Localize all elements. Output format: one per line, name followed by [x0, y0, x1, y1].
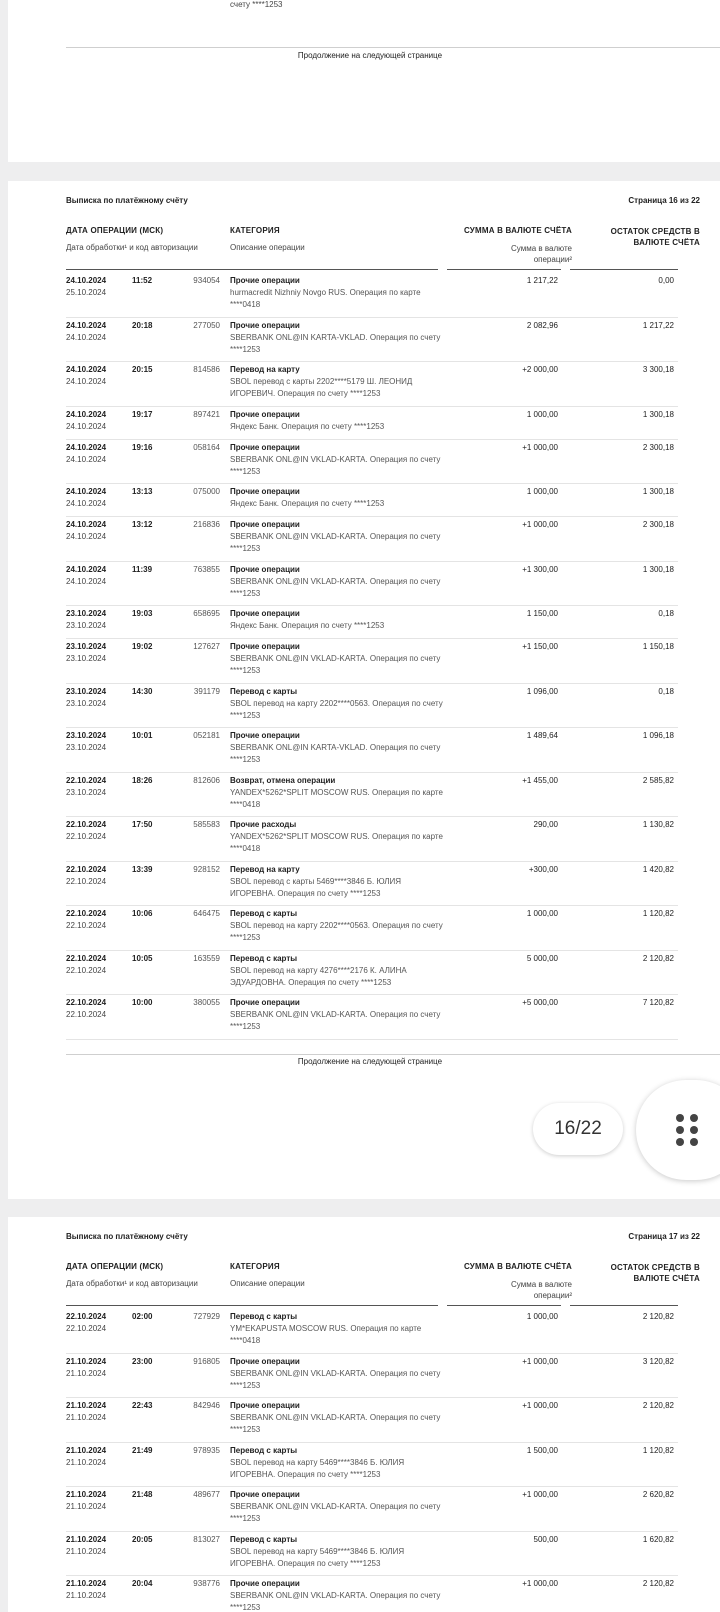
processing-date: 22.10.2024	[66, 921, 107, 930]
description: SBOL перевод на карту 2202****0563. Операция по счету ****1253	[230, 698, 443, 720]
processing-date: 24.10.2024	[66, 499, 107, 508]
auth-code: 489677	[193, 1490, 220, 1499]
balance: 1 620,82	[642, 1534, 674, 1544]
category: Прочие операции	[230, 998, 300, 1007]
operation-time: 20:04	[132, 1579, 153, 1588]
transactions-table	[8, 1309, 720, 1612]
description: SBERBANK ONL@IN VKLAD-KARTA. Операция по счету ****1253	[230, 454, 441, 476]
header-rule	[447, 1305, 561, 1306]
operation-time: 10:00	[132, 998, 153, 1007]
processing-date: 21.10.2024	[66, 1413, 107, 1422]
category: Прочие расходы	[230, 820, 297, 829]
category: Прочие операции	[230, 487, 300, 496]
balance: 2 120,82	[642, 1312, 674, 1321]
auth-code: 658695	[193, 609, 220, 618]
category: Прочие операции	[230, 276, 300, 285]
amount: 1 000,00	[526, 487, 558, 496]
description: SBERBANK ONL@IN KARTA-VKLAD. Операция по счету ****1253	[230, 332, 441, 354]
operation-time: 19:03	[132, 609, 153, 618]
operation-time: 20:05	[132, 1534, 153, 1544]
auth-code: 380055	[193, 998, 220, 1007]
doc-title: Выписка по платёжному счёту	[66, 196, 188, 205]
auth-code: 277050	[193, 320, 220, 330]
processing-date: 22.10.2024	[66, 1324, 107, 1333]
table-row	[66, 639, 678, 684]
amount: 500,00	[533, 1534, 558, 1544]
table-row	[66, 440, 678, 485]
auth-code: 058164	[193, 442, 220, 452]
table-row	[66, 1487, 678, 1532]
balance: 2 585,82	[642, 775, 674, 785]
operation-date: 24.10.2024	[66, 442, 107, 452]
table-row	[66, 995, 678, 1040]
row-description-fragment: счету ****1253	[230, 0, 283, 9]
amount: +5 000,00	[522, 998, 558, 1007]
description: YANDEX*5262*SPLIT MOSCOW RUS. Операция по карте ****0418	[230, 832, 443, 853]
amount: +1 150,00	[522, 642, 558, 651]
amount: 2 082,96	[526, 320, 558, 330]
description: Яндекс Банк. Операция по счету ****1253	[230, 499, 385, 508]
description: SBERBANK ONL@IN VKLAD-KARTA. Операция по счету ****1253	[230, 1502, 441, 1523]
auth-code: 163559	[193, 953, 220, 963]
operation-date: 21.10.2024	[66, 1534, 107, 1544]
balance: 1 300,18	[642, 564, 674, 574]
category: Прочие операции	[230, 442, 300, 452]
table-row	[66, 318, 678, 363]
processing-date: 24.10.2024	[66, 576, 107, 586]
balance: 7 120,82	[642, 998, 674, 1007]
divider	[66, 1054, 720, 1055]
description: SBERBANK ONL@IN VKLAD-KARTA. Операция по счету ****1253	[230, 1413, 441, 1434]
balance: 1 096,18	[642, 731, 674, 740]
table-row	[66, 606, 678, 639]
category: Перевод с карты	[230, 686, 298, 696]
operation-date: 23.10.2024	[66, 731, 107, 740]
auth-code: 052181	[193, 731, 220, 740]
operation-date: 22.10.2024	[66, 775, 107, 785]
header-rule	[66, 1305, 438, 1306]
header-rule	[447, 269, 561, 270]
operation-time: 20:15	[132, 365, 153, 374]
processing-date: 21.10.2024	[66, 1591, 107, 1600]
col-category-header: КАТЕГОРИЯ	[230, 1262, 280, 1271]
processing-date: 24.10.2024	[66, 421, 107, 431]
table-row	[66, 362, 678, 407]
table-row	[66, 862, 678, 907]
processing-date: 23.10.2024	[66, 621, 107, 630]
processing-date: 21.10.2024	[66, 1368, 107, 1378]
processing-date: 24.10.2024	[66, 377, 107, 386]
balance: 1 300,18	[642, 409, 674, 419]
amount: +1 300,00	[522, 564, 558, 574]
table-row	[66, 1443, 678, 1488]
operation-date: 21.10.2024	[66, 1490, 107, 1499]
table-row	[66, 951, 678, 996]
description: SBERBANK ONL@IN VKLAD-KARTA. Операция по счету ****1253	[230, 576, 441, 598]
category: Перевод с карты	[230, 1312, 298, 1321]
category: Прочие операции	[230, 1579, 300, 1588]
operation-time: 11:39	[132, 564, 153, 574]
col-date-header: ДАТА ОПЕРАЦИИ (МСК)	[66, 226, 164, 235]
processing-date: 24.10.2024	[66, 332, 107, 342]
grid-dots-icon	[676, 1114, 702, 1144]
table-row	[66, 1532, 678, 1577]
auth-code: 897421	[193, 409, 220, 419]
balance: 3 300,18	[642, 365, 674, 374]
col-date-subheader: Дата обработки¹ и код авторизации	[66, 1279, 198, 1288]
operation-date: 22.10.2024	[66, 998, 107, 1007]
category: Прочие операции	[230, 609, 300, 618]
description: SBERBANK ONL@IN VKLAD-KARTA. Операция по счету ****1253	[230, 1591, 441, 1612]
auth-code: 727929	[193, 1312, 220, 1321]
header-rule	[570, 269, 678, 270]
category: Прочие операции	[230, 520, 300, 529]
processing-date: 22.10.2024	[66, 965, 107, 975]
col-balance-header: ОСТАТОК СРЕДСТВ В ВАЛЮТЕ СЧЁТА	[610, 1263, 700, 1283]
operation-time: 10:01	[132, 731, 153, 740]
description: SBERBANK ONL@IN VKLAD-KARTA. Операция по счету ****1253	[230, 532, 441, 553]
table-row	[66, 1398, 678, 1443]
category: Прочие операции	[230, 1490, 300, 1499]
amount: 1 150,00	[526, 609, 558, 618]
operation-time: 13:12	[132, 520, 153, 529]
operation-time: 13:39	[132, 864, 153, 874]
operation-time: 02:00	[132, 1312, 153, 1321]
category: Перевод с карты	[230, 953, 298, 963]
category: Прочие операции	[230, 1401, 300, 1410]
auth-code: 812606	[193, 775, 220, 785]
table-row	[66, 1576, 678, 1612]
operation-date: 23.10.2024	[66, 686, 107, 696]
auth-code: 916805	[193, 1356, 220, 1366]
header-rule	[570, 1305, 678, 1306]
operation-date: 24.10.2024	[66, 320, 107, 330]
processing-date: 22.10.2024	[66, 876, 107, 886]
transactions-table	[8, 273, 720, 1040]
balance: 2 300,18	[642, 442, 674, 452]
auth-code: 216836	[193, 520, 220, 529]
statement-page-15-fragment	[8, 0, 720, 162]
statement-page-16	[8, 181, 720, 1199]
col-sum-header: СУММА В ВАЛЮТЕ СЧЁТА	[463, 226, 572, 235]
col-sum-subheader: Сумма в валюте операции²	[511, 244, 572, 264]
amount: 1 500,00	[526, 1445, 558, 1455]
table-row	[66, 728, 678, 773]
auth-code: 075000	[193, 487, 220, 496]
processing-date: 22.10.2024	[66, 1010, 107, 1019]
col-date-subheader: Дата обработки¹ и код авторизации	[66, 243, 198, 252]
continue-note: Продолжение на следующей странице	[297, 51, 443, 60]
operation-date: 22.10.2024	[66, 1312, 107, 1321]
amount: +300,00	[528, 864, 558, 874]
description: Яндекс Банк. Операция по счету ****1253	[230, 621, 385, 630]
balance: 3 120,82	[642, 1356, 674, 1366]
description: SBOL перевод на карту 4276****2176 К. АЛИНА ЭДУАРДОВНА. Операция по счету ****1253	[230, 965, 407, 987]
processing-date: 24.10.2024	[66, 454, 107, 464]
operation-date: 21.10.2024	[66, 1445, 107, 1455]
auth-code: 928152	[193, 864, 220, 874]
amount: 1 000,00	[526, 909, 558, 918]
operation-date: 22.10.2024	[66, 864, 107, 874]
operation-date: 22.10.2024	[66, 909, 107, 918]
table-row	[66, 1309, 678, 1354]
col-category-header: КАТЕГОРИЯ	[230, 226, 280, 235]
table-row	[66, 517, 678, 562]
operation-date: 21.10.2024	[66, 1401, 107, 1410]
amount: +1 455,00	[522, 775, 558, 785]
balance: 2 120,82	[642, 1579, 674, 1588]
balance: 2 120,82	[642, 1401, 674, 1410]
description: hurmacredit Nizhniy Novgo RUS. Операция по карте ****0418	[230, 288, 421, 309]
table-row	[66, 773, 678, 818]
balance: 0,18	[658, 686, 674, 696]
amount: +2 000,00	[522, 365, 558, 374]
operation-date: 24.10.2024	[66, 365, 107, 374]
amount: +1 000,00	[522, 1490, 558, 1499]
col-category-subheader: Описание операции	[230, 243, 305, 252]
operation-time: 20:18	[132, 320, 153, 330]
table-row	[66, 906, 678, 951]
header-rule	[66, 269, 438, 270]
description: SBOL перевод на карту 5469****3846 Б. ЮЛИЯ ИГОРЕВНА. Операция по счету ****1253	[230, 1546, 405, 1568]
description: SBOL перевод с карты 5469****3846 Б. ЮЛИЯ ИГОРЕВНА. Операция по счету ****1253	[230, 876, 401, 898]
amount: 1 096,00	[526, 686, 558, 696]
auth-code: 391179	[193, 686, 220, 696]
operation-date: 24.10.2024	[66, 409, 107, 419]
operation-time: 21:49	[132, 1445, 153, 1455]
processing-date: 23.10.2024	[66, 787, 107, 797]
description: SBOL перевод на карту 5469****3846 Б. ЮЛИЯ ИГОРЕВНА. Операция по счету ****1253	[230, 1457, 405, 1479]
table-row	[66, 407, 678, 440]
auth-code: 127627	[193, 642, 220, 651]
balance: 0,18	[658, 609, 674, 618]
page-number: Страница 16 из 22	[628, 196, 700, 205]
balance: 0,00	[658, 276, 674, 285]
operation-date: 22.10.2024	[66, 953, 107, 963]
auth-code: 646475	[193, 909, 220, 918]
col-balance-header: ОСТАТОК СРЕДСТВ В ВАЛЮТЕ СЧЁТА	[610, 227, 700, 247]
category: Прочие операции	[230, 642, 300, 651]
amount: 1 000,00	[526, 409, 558, 419]
operation-date: 24.10.2024	[66, 276, 107, 285]
description: YM*EKAPUSTA MOSCOW RUS. Операция по карте ****0418	[230, 1324, 422, 1345]
page-indicator[interactable]: 16/22	[533, 1103, 623, 1155]
category: Перевод на карту	[230, 365, 300, 374]
auth-code: 938776	[193, 1579, 220, 1588]
processing-date: 21.10.2024	[66, 1457, 107, 1467]
col-date-header: ДАТА ОПЕРАЦИИ (МСК)	[66, 1262, 164, 1271]
amount: +1 000,00	[522, 442, 558, 452]
operation-date: 24.10.2024	[66, 520, 107, 529]
category: Прочие операции	[230, 1356, 300, 1366]
operation-time: 23:00	[132, 1356, 153, 1366]
amount: 290,00	[533, 820, 558, 829]
operation-time: 18:26	[132, 775, 153, 785]
page-number: Страница 17 из 22	[628, 1232, 700, 1241]
auth-code: 842946	[193, 1401, 220, 1410]
operation-date: 23.10.2024	[66, 609, 107, 618]
doc-title: Выписка по платёжному счёту	[66, 1232, 188, 1241]
balance: 2 120,82	[642, 953, 674, 963]
processing-date: 25.10.2024	[66, 288, 107, 297]
table-row	[66, 484, 678, 517]
category: Перевод с карты	[230, 1534, 298, 1544]
processing-date: 23.10.2024	[66, 743, 107, 752]
category: Перевод с карты	[230, 909, 298, 918]
operation-time: 11:52	[132, 276, 153, 285]
balance: 2 620,82	[642, 1490, 674, 1499]
auth-code: 763855	[193, 564, 220, 574]
amount: 1 000,00	[526, 1312, 558, 1321]
operation-time: 17:50	[132, 820, 153, 829]
processing-date: 23.10.2024	[66, 698, 107, 708]
description: SBERBANK ONL@IN VKLAD-KARTA. Операция по счету ****1253	[230, 1368, 441, 1390]
continue-note: Продолжение на следующей странице	[297, 1057, 443, 1066]
category: Прочие операции	[230, 409, 300, 419]
balance: 1 217,22	[642, 320, 674, 330]
processing-date: 23.10.2024	[66, 654, 107, 663]
category: Возврат, отмена операции	[230, 775, 336, 785]
amount: 1 217,22	[526, 276, 558, 285]
col-sum-header: СУММА В ВАЛЮТЕ СЧЁТА	[463, 1262, 572, 1271]
divider	[66, 47, 720, 48]
balance: 1 300,18	[642, 487, 674, 496]
operation-date: 24.10.2024	[66, 487, 107, 496]
amount: +1 000,00	[522, 1579, 558, 1588]
operation-time: 19:17	[132, 409, 153, 419]
description: SBERBANK ONL@IN VKLAD-KARTA. Операция по счету ****1253	[230, 654, 441, 675]
balance: 1 120,82	[642, 909, 674, 918]
amount: +1 000,00	[522, 1401, 558, 1410]
operation-time: 22:43	[132, 1401, 153, 1410]
description: SBOL перевод с карты 2202****5179 Ш. ЛЕОНИД ИГОРЕВИЧ. Операция по счету ****1253	[230, 377, 413, 398]
amount: 5 000,00	[526, 953, 558, 963]
description: SBERBANK ONL@IN VKLAD-KARTA. Операция по счету ****1253	[230, 1010, 441, 1031]
category: Перевод на карту	[230, 864, 300, 874]
operation-date: 23.10.2024	[66, 642, 107, 651]
description: YANDEX*5262*SPLIT MOSCOW RUS. Операция по карте ****0418	[230, 787, 443, 809]
operation-date: 22.10.2024	[66, 820, 107, 829]
table-row	[66, 273, 678, 318]
balance: 2 300,18	[642, 520, 674, 529]
operation-time: 13:13	[132, 487, 153, 496]
statement-page-17	[8, 1217, 720, 1612]
auth-code: 585583	[193, 820, 220, 829]
amount: +1 000,00	[522, 520, 558, 529]
balance: 1 150,18	[642, 642, 674, 651]
description: Яндекс Банк. Операция по счету ****1253	[230, 421, 385, 431]
operation-time: 10:05	[132, 953, 153, 963]
balance: 1 420,82	[642, 864, 674, 874]
category: Прочие операции	[230, 320, 300, 330]
auth-code: 934054	[193, 276, 220, 285]
operation-time: 19:02	[132, 642, 153, 651]
col-category-subheader: Описание операции	[230, 1279, 305, 1288]
amount: 1 489,64	[526, 731, 558, 740]
table-row	[66, 684, 678, 729]
processing-date: 24.10.2024	[66, 532, 107, 541]
table-row	[66, 1354, 678, 1399]
table-row	[66, 817, 678, 862]
category: Прочие операции	[230, 731, 300, 740]
operation-time: 10:06	[132, 909, 153, 918]
processing-date: 21.10.2024	[66, 1546, 107, 1556]
operation-time: 19:16	[132, 442, 153, 452]
table-row	[66, 562, 678, 607]
auth-code: 978935	[193, 1445, 220, 1455]
balance: 1 130,82	[642, 820, 674, 829]
category: Перевод с карты	[230, 1445, 298, 1455]
balance: 1 120,82	[642, 1445, 674, 1455]
description: SBERBANK ONL@IN KARTA-VKLAD. Операция по счету ****1253	[230, 743, 441, 764]
operation-date: 24.10.2024	[66, 564, 107, 574]
description: SBOL перевод на карту 2202****0563. Операция по счету ****1253	[230, 921, 443, 942]
category: Прочие операции	[230, 564, 300, 574]
auth-code: 813027	[193, 1534, 220, 1544]
operation-time: 14:30	[132, 686, 153, 696]
amount: +1 000,00	[522, 1356, 558, 1366]
auth-code: 814586	[193, 365, 220, 374]
operation-date: 21.10.2024	[66, 1579, 107, 1588]
operation-time: 21:48	[132, 1490, 153, 1499]
operation-date: 21.10.2024	[66, 1356, 107, 1366]
col-sum-subheader: Сумма в валюте операции²	[511, 1280, 572, 1300]
processing-date: 22.10.2024	[66, 832, 107, 841]
processing-date: 21.10.2024	[66, 1502, 107, 1511]
